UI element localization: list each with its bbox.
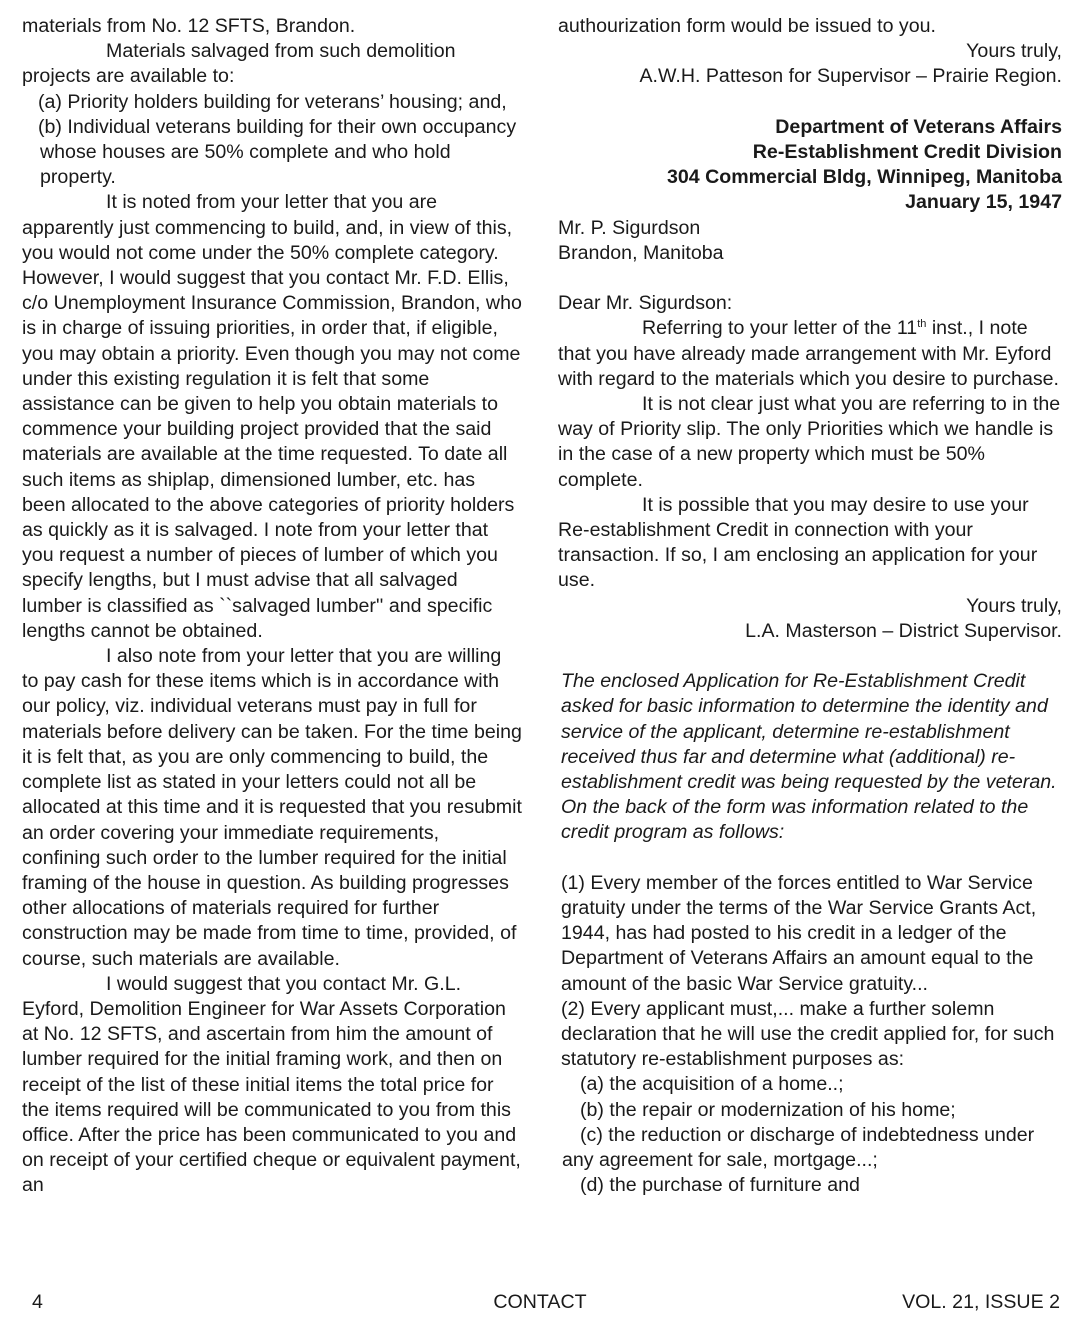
left-column [22,14,522,1199]
paragraph: It is noted from your letter that you are apparently just commencing to build, and, in view of this, you would not come under the 50% complete category. However, I would suggest that you contact Mr. F.D. Ellis, c/o Unemployment Insurance Commission, Brandon, who is in charge of issuing priorities, in order that, if eligible, you may obtain a priority. Even though you may not come under this existing regulation it is felt that some assistance can be given to help you obtain materials to commence your building project provided that the said materials are available at the time requested. To date all such items as shiplap, dimensioned lumber, etc. has been allocated to the above categories of priority holders as quickly as it is salvaged. I note from your letter that you request a number of pieces of lumber of which you specify lengths, but I must advise that all salvaged lumber is classified as ``salvaged lumber'' and specific lengths cannot be obtained. [22,191,522,642]
letterhead-line: Re-Establishment Credit Division [752,141,1062,163]
sub-item: (c) the reduction or discharge of indebtedness under any agreement for sale, mortgage...; [562,1123,1035,1172]
paragraph: It is possible that you may desire to use your Re-establishment Credit in connection with your transaction. If so, I am enclosing an application for your use. [558,493,1038,592]
paragraph: I would suggest that you contact Mr. G.L. Eyford, Demolition Engineer for War Assets Corporation at No. 12 SFTS, and ascertain from him the amount of lumber required for the initial framing work, and then on receipt of the list of these initial items the total price for the items required will be communicated to you from this office. After the price has been communicated to you and on receipt of your certified cheque or equivalent payment, an [22,972,521,1197]
footer-publication: CONTACT [493,1291,587,1313]
list-item: (1) Every member of the forces entitled to War Service gratuity under the terms of the War Service Grants Act, 1944, has had posted to his credit in a ledger of the Department of Veterans Affairs an amount equal to the amount of the basic War Service gratuity... [561,871,1037,995]
paragraph: Materials salvaged from such demolition projects are available to: [22,40,456,88]
letterhead-line: 304 Commercial Bldg, Winnipeg, Manitoba [666,166,1062,189]
closing: Yours truly, [966,40,1062,63]
paragraph: I also note from your letter that you are willing to pay cash for these items which is in accordance with our policy, viz. individual veterans must pay in full for materials before delivery can be taken. For the time being it is felt that, as you are only commencing to build, the complete list as stated in your letters could not all be allocated at this time and it is requested that you resubmit an order covering your immediate requirements, confining such order to the lumber required for the initial framing of the house in question. As building progresses other allocations of materials required for further construction may be made from time to time, provided, of course, such materials are available. [22,645,522,970]
sub-item: (b) the repair or modernization of his home; [580,1098,956,1121]
sub-item: (d) the purchase of furniture and [580,1174,860,1197]
list-item-b: (b) Individual veterans building for their own occupancy whose houses are 50% complete and who hold property. [38,115,517,189]
paragraph: materials from No. 12 SFTS, Brandon. [22,15,356,37]
salutation: Dear Mr. Sigurdson: [558,292,733,315]
page-number: 4 [32,1291,43,1313]
list-item: (2) Every applicant must,... make a further solemn declaration that he will use the credit applied for, for such statutory re-establishment purposes as: [561,997,1055,1071]
paragraph: authourization form would be issued to you. [558,15,936,37]
issue-label: VOL. 21, ISSUE 2 [902,1291,1060,1313]
sub-item: (a) the acquisition of a home..; [580,1073,844,1096]
paragraph: It is not clear just what you are referring to in the way of Priority slip. The only Priorities which we handle is in the case of a new property which must be 50% complete. [558,393,1061,491]
editorial-note: The enclosed Application for Re-Establishment Credit asked for basic information to determine the identity and service of the applicant, determine re-establishment received thus far and determine what (additional) re-establishment credit was being requested by the veteran. On the back of the form was information related to the credit program as follows: [561,670,1057,844]
addressee-city: Brandon, Manitoba [558,241,724,264]
signature: L.A. Masterson – District Supervisor. [745,619,1062,642]
addressee-name: Mr. P. Sigurdson [558,216,701,239]
paragraph: Referring to your letter of the 11th inst., I note that you have already made arrangement with Mr. Eyford with regard to the materials which you desire to purchase. [558,317,1059,390]
right-column [558,14,1062,1198]
closing: Yours truly, [966,594,1062,617]
list-item-a: (a) Priority holders building for veterans’ housing; and, [38,90,507,113]
signature: A.W.H. Patteson for Supervisor – Prairie Region. [639,65,1062,88]
letter-date: January 15, 1947 [905,191,1062,214]
letterhead-line: Department of Veterans Affairs [775,115,1062,138]
